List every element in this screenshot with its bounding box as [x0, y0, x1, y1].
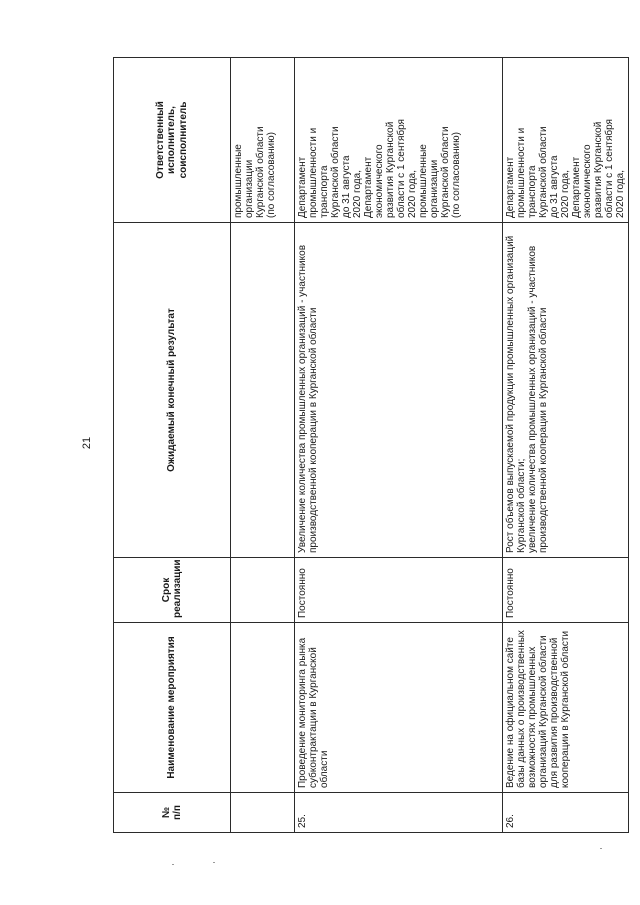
- row-expected-result: [231, 223, 295, 558]
- row-expected-result: Увеличение количества промышленных организаций - участников производственной кооперации в Курганской области: [295, 223, 503, 558]
- table-row: [295, 58, 503, 833]
- header-measure-name: Наименование мероприятия: [114, 623, 231, 793]
- row-responsible: промышленные организации Курганской области (по согласованию): [231, 58, 295, 223]
- row-expected-result: Рост объемов выпускаемой продукции промышленных организаций Курганской области; увеличение количества промышленных организаций - участников производственной кооперации в Курганской области: [503, 223, 629, 558]
- page-number: 21: [81, 436, 93, 450]
- header-responsible: Ответственный исполнитель, соисполнитель: [114, 58, 231, 223]
- header-number: № п/п: [114, 793, 231, 833]
- header-expected-result: Ожидаемый конечный результат: [114, 223, 231, 558]
- row-term: Постоянно: [295, 558, 503, 623]
- measures-table: [113, 57, 629, 833]
- row-measure-name: Ведение на официальном сайте базы данных о производственных возможностях промышленных организаций Курганской области для развития производственной кооперации в Курганской области: [503, 623, 629, 793]
- row-measure-name: Проведение мониторинга рынка субконтрактации в Курганской области: [295, 623, 503, 793]
- row-responsible: Департамент промышленности и транспорта Курганской области до 31 августа 2020 года, Департамент экономического развития Курганской области с 1 сентября 2020 года, промышленные организации Курганской области (по согласованию): [295, 58, 503, 223]
- row-measure-name: [231, 623, 295, 793]
- scan-speck: [600, 848, 602, 849]
- table-row: [231, 58, 295, 833]
- row-number: 25.: [295, 793, 503, 833]
- row-number: 26.: [503, 793, 629, 833]
- header-term: Срок реализации: [114, 558, 231, 623]
- table-header-row: [114, 58, 231, 833]
- scan-speck: [172, 864, 174, 865]
- row-term: Постоянно: [503, 558, 629, 623]
- table-row: [503, 58, 629, 833]
- scan-speck: [213, 862, 215, 863]
- row-term: [231, 558, 295, 623]
- row-number: [231, 793, 295, 833]
- measures-table-frame: [113, 58, 626, 833]
- row-responsible: Департамент промышленности и транспорта Курганской области до 31 августа 2020 года, Департамент экономического развития Курганской области с 1 сентября 2020 года,: [503, 58, 629, 223]
